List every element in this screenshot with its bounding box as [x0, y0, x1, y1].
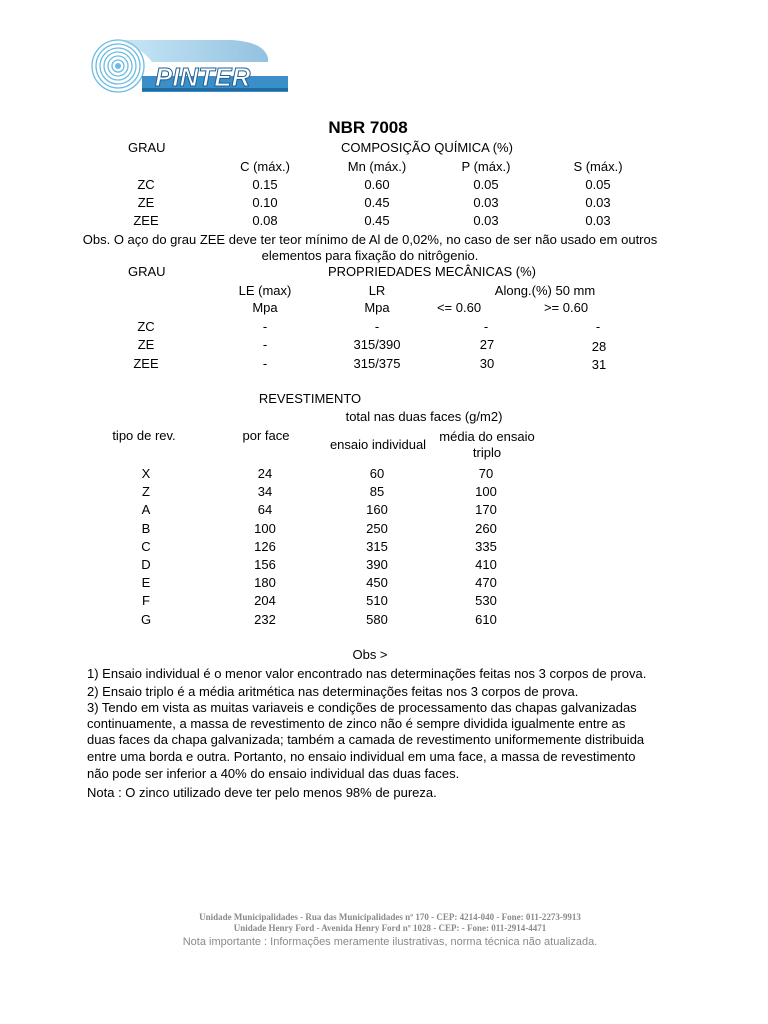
coating-per-face: 34	[257, 484, 273, 500]
mech-value: -	[262, 319, 268, 334]
coating-col-type: tipo de rev.	[112, 428, 176, 443]
mech-sub-b: >= 0.60	[543, 300, 589, 315]
coating-triple: 70	[478, 466, 494, 481]
coating-per-face: 180	[254, 575, 276, 591]
coating-type: C	[141, 538, 151, 554]
coating-col-per-face: por face	[242, 428, 290, 443]
coating-type: D	[141, 557, 151, 572]
logo-brand-text: PINTER	[155, 62, 251, 92]
obs-line: continuamente, a massa de revestimento de zinco não é sempre dividida igualmente entre as	[87, 716, 626, 731]
coating-individual: 510	[366, 593, 388, 609]
mech-value: 28	[591, 339, 607, 354]
mech-value: -	[262, 356, 268, 371]
chem-grade-zc: ZC	[137, 177, 155, 192]
coating-type: X	[141, 466, 151, 481]
coating-individual: 60	[369, 466, 385, 481]
coating-col-triple-line-1: média do ensaio	[439, 429, 535, 444]
chem-value: 0.10	[252, 195, 278, 210]
mech-value: -	[262, 337, 268, 352]
chem-section-header: COMPOSIÇÃO QUÍMICA (%)	[341, 140, 513, 155]
coating-individual: 390	[366, 557, 388, 572]
chem-value: 0.03	[585, 213, 611, 228]
mech-grade-ze: ZE	[137, 337, 155, 352]
coating-triple: 610	[475, 611, 497, 627]
mech-sub-a: <= 0.60	[436, 300, 482, 315]
mech-unit-le: Mpa	[252, 300, 278, 315]
footer-note: Nota importante : Informações meramente ilustrativas, norma técnica não atualizada.	[182, 936, 598, 948]
chem-value: 0.08	[252, 213, 278, 228]
mech-value: 31	[591, 357, 607, 372]
coating-per-face: 24	[257, 466, 273, 481]
mech-col-along: Along.(%) 50 mm	[494, 283, 596, 298]
obs-note: Nota : O zinco utilizado deve ter pelo menos 98% de pureza.	[87, 785, 437, 800]
coating-per-face: 64	[257, 502, 273, 518]
coating-individual: 160	[366, 502, 388, 518]
mech-value: -	[595, 319, 601, 334]
chem-note-line-2: elementos para fixação do nitrôgenio.	[261, 248, 479, 263]
mech-value: 315/375	[353, 356, 401, 371]
chem-value: 0.03	[473, 195, 499, 210]
mech-grade-zc: ZC	[137, 319, 155, 334]
page-title: NBR 7008	[328, 118, 408, 137]
chem-value: 0.05	[473, 177, 499, 192]
coating-col-triple-line-2: triplo	[472, 445, 502, 460]
chem-value: 0.45	[364, 213, 390, 228]
coating-individual: 450	[366, 575, 388, 591]
coating-individual: 85	[369, 484, 385, 500]
coating-per-face: 100	[254, 520, 276, 536]
coating-triple: 260	[475, 520, 497, 536]
chem-grade-zee: ZEE	[133, 213, 159, 228]
obs-heading: Obs >	[352, 647, 388, 662]
footer-address-2: Unidade Henry Ford - Avenida Henry Ford nº 1028 - CEP: - Fone: 011-2914-4471	[233, 923, 547, 933]
chem-value: 0.05	[585, 177, 611, 192]
mech-col-le: LE (max)	[238, 283, 292, 298]
chem-col-mn: Mn (máx.)	[347, 159, 407, 174]
obs-line: não pode ser inferior a 40% do ensaio individual das duas faces.	[87, 766, 460, 781]
obs-line: entre uma borda e outra. Portanto, no ensaio individual em uma face, a massa de revestimento	[87, 749, 636, 764]
mech-value: -	[374, 319, 380, 334]
chem-value: 0.15	[252, 177, 278, 192]
chem-value: 0.60	[364, 177, 390, 192]
coating-triple: 170	[475, 502, 497, 518]
coating-section-header: REVESTIMENTO	[258, 391, 362, 406]
obs-line: 3) Tendo em vista as muitas variaveis e condições de processamento das chapas galvanizadas	[87, 700, 637, 715]
mech-value: 30	[479, 356, 495, 371]
chem-col-p: P (máx.)	[461, 159, 511, 174]
chem-value: 0.03	[473, 213, 499, 228]
coating-per-face: 232	[254, 611, 276, 627]
chem-col-c: C (máx.)	[240, 159, 290, 174]
coating-type: Z	[142, 484, 150, 500]
obs-line: 2) Ensaio triplo é a média aritmética nas determinações feitas nos 3 corpos de prova.	[87, 684, 579, 699]
mech-value: -	[483, 319, 489, 334]
coating-triple: 410	[475, 557, 497, 572]
coating-individual: 580	[366, 611, 388, 627]
coating-triple: 335	[475, 538, 497, 554]
mech-value: 315/390	[353, 337, 401, 352]
obs-line: 1) Ensaio individual é o menor valor encontrado nas determinações feitas nos 3 corpos de prova.	[87, 666, 647, 681]
chem-col-s: S (máx.)	[573, 159, 623, 174]
coating-triple: 100	[475, 484, 497, 500]
coating-type: E	[141, 575, 151, 591]
chem-note-line-1: Obs. O aço do grau ZEE deve ter teor mínimo de Al de 0,02%, no caso de ser não usado em outros	[82, 232, 658, 247]
coating-col-individual: ensaio individual	[329, 437, 427, 452]
chem-grade-ze: ZE	[137, 195, 155, 210]
logo-graphic	[82, 38, 288, 96]
coating-type: G	[140, 611, 152, 627]
coating-individual: 250	[366, 520, 388, 536]
coating-per-face: 126	[254, 538, 276, 554]
coating-per-face: 156	[254, 557, 276, 572]
coating-triple: 470	[475, 575, 497, 591]
chem-value: 0.45	[364, 195, 390, 210]
mech-value: 27	[479, 337, 495, 352]
mech-unit-lr: Mpa	[364, 300, 390, 315]
coating-per-face: 204	[254, 593, 276, 609]
coating-individual: 315	[366, 538, 388, 554]
coating-type: F	[142, 593, 150, 609]
coating-type: B	[141, 520, 151, 536]
coating-type: A	[141, 502, 151, 518]
chem-grade-header: GRAU	[128, 140, 166, 155]
chem-value: 0.03	[585, 195, 611, 210]
mech-section-header: PROPRIEDADES MECÂNICAS (%)	[327, 264, 537, 279]
coating-triple: 530	[475, 593, 497, 609]
mech-grade-zee: ZEE	[133, 356, 159, 371]
coating-total-header: total nas duas faces (g/m2)	[345, 409, 503, 424]
mech-col-lr: LR	[368, 283, 386, 298]
footer-address-1: Unidade Municipalidades - Rua das Municipalidades nº 170 - CEP: 4214-040 - Fone: 011-2273-9913	[199, 912, 581, 922]
pinter-logo	[82, 38, 288, 96]
obs-line: duas faces da chapa galvanizada; também a camada de revestimento uniformemente distribuida	[87, 732, 645, 747]
mech-grade-header: GRAU	[128, 264, 166, 279]
